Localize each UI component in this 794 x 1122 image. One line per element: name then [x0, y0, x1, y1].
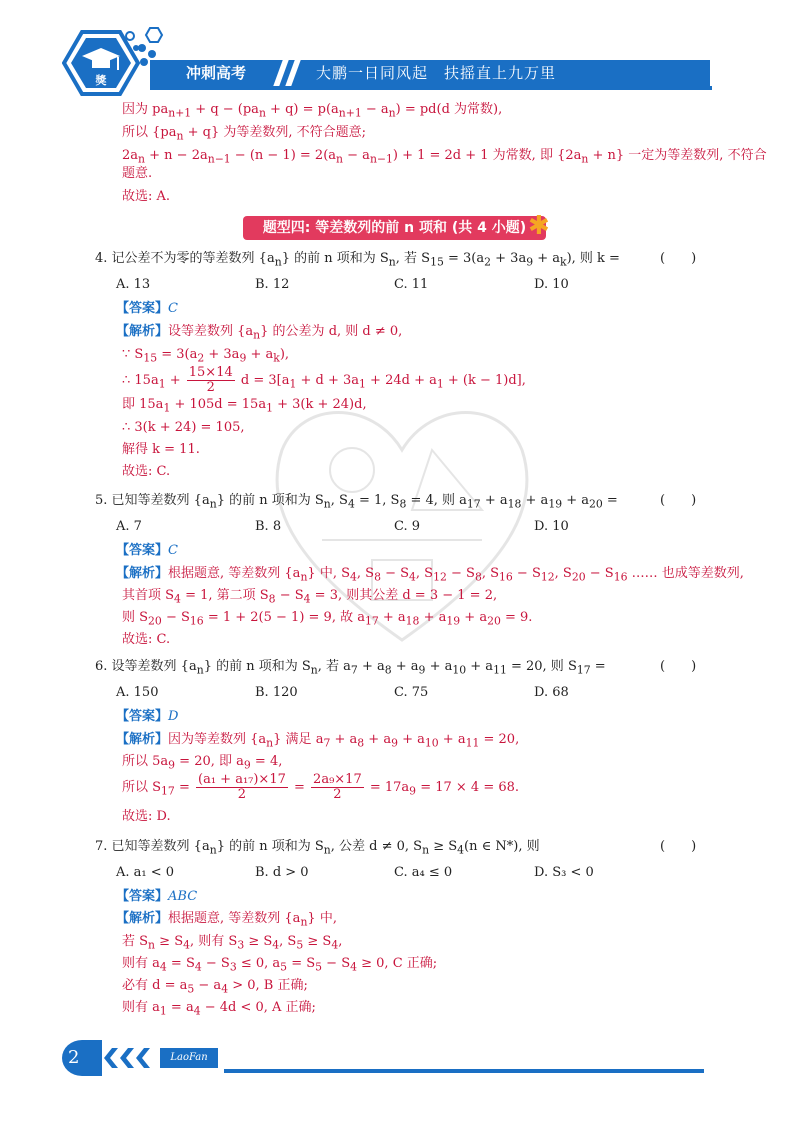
q5-option-c: C. 9 [394, 519, 421, 534]
q7-analysis-3: 则有 $a_4 = S_4 - S_3 \le 0$, $a_5 = S_5 - S_4 \ge 0$, C 正确; [122, 956, 438, 974]
q5-stem: 5. 已知等差数列 $\{a_n\}$ 的前 n 项和为 $S_n$, $S_4 = 1$, $S_8 = 4$, 则 $a_{17} + a_{18} + a_{19} + a_{20}$ = [95, 493, 618, 511]
q7-option-c: C. a₄ ≤ 0 [394, 865, 453, 880]
q5-answer-blank: ( ) [660, 493, 697, 508]
q7-analysis-5: 则有 $a_1 = a_4 - 4d < 0$, A 正确; [122, 1000, 316, 1018]
prev-line-5: 故选: A. [122, 189, 171, 204]
header-underline [150, 86, 712, 90]
q4-analysis-3: ∴ $15a_1$ + $\frac{15\times 14}{2}$ $d = 3[a_1 + d + 3a_1 + 24d + a_1 + (k - 1)d]$, [122, 365, 526, 395]
q6-answer-blank: ( ) [660, 659, 697, 674]
q7-analysis-2: 若 $S_n \ge S_4$, 则有 $S_3 \ge S_4$, $S_5 \ge S_4$, [122, 934, 343, 952]
q7-answer: 【答案】ABC [116, 889, 198, 904]
q5-analysis-4: 故选: C. [122, 632, 171, 647]
q4-analysis-7: 故选: C. [122, 464, 171, 479]
q5-option-b: B. 8 [255, 519, 282, 534]
q4-option-d: D. 10 [534, 277, 569, 292]
q4-analysis-5: ∴ 3(k + 24) = 105, [122, 420, 245, 435]
q4-option-b: B. 12 [255, 277, 290, 292]
q6-analysis-3: 所以 $S_{17}$ = $\frac{\text{(a₁ + a₁₇)×17}}{2}$ = $\frac{\text{2a₉×17}}{2}$ = $17a_9 = 17 \times 4 = 68$. [122, 772, 520, 802]
prev-line-2: 所以 $\{pa_n + q\}$ 为等差数列, 不符合题意; [122, 125, 366, 143]
q6-analysis-1: 【解析】因为等差数列 $\{a_n\}$ 满足 $a_7 + a_8 + a_9 + a_{10} + a_{11} = 20$, [116, 732, 520, 750]
q5-option-d: D. 10 [534, 519, 569, 534]
page-number: 2 [68, 1047, 80, 1068]
svg-text:獎: 獎 [95, 74, 107, 87]
q6-option-a: A. 150 [116, 685, 159, 700]
fraction: $\frac{\text{(a₁ + a₁₇)×17}}{2}$ [198, 772, 286, 802]
q6-analysis-2: 所以 $5a_9 = 20$, 即 $a_9 = 4$, [122, 754, 283, 772]
q6-option-b: B. 120 [255, 685, 298, 700]
q4-option-c: C. 11 [394, 277, 429, 292]
q7-stem: 7. 已知等差数列 $\{a_n\}$ 的前 n 项和为 $S_n$, 公差 d ≠ 0, $S_n \ge S_4(n$ ∈ N*), 则 [95, 839, 540, 857]
q4-analysis-4: 即 $15a_1 + 105d = 15a_1 + 3(k + 24)d$, [122, 397, 367, 415]
q6-option-c: C. 75 [394, 685, 429, 700]
q7-option-b: B. d > 0 [255, 865, 309, 880]
prev-line-1: 因为 $pa_{n+1} + q - (pa_n + q) = p(a_{n+1} - a_n) = pd(d$ 为常数), [122, 102, 503, 120]
q7-analysis-1: 【解析】根据题意, 等差数列 $\{a_n\}$ 中, [116, 911, 337, 929]
q5-analysis-3: 则 $S_{20} - S_{16} = 1 + 2(5 - 1) = 9$, 故 $a_{17} + a_{18} + a_{19} + a_{20} = 9$. [122, 610, 533, 628]
q6-stem: 6. 设等差数列 $\{a_n\}$ 的前 n 项和为 $S_n$, 若 $a_7 + a_8 + a_9 + a_{10} + a_{11} = 20$, 则 $S_{17}$ = [95, 659, 606, 677]
header-left-text: 冲刺高考 [186, 64, 247, 82]
q4-stem: 4. 记公差不为零的等差数列 $\{a_n\}$ 的前 n 项和为 $S_n$, 若 $S_{15} = 3(a_2 + 3a_9 + a_k)$, 则 k = [95, 251, 620, 269]
q5-option-a: A. 7 [116, 519, 142, 534]
chevron-left-icon [104, 1048, 118, 1068]
q4-analysis-1: 【解析】设等差数列 $\{a_n\}$ 的公差为 d, 则 d ≠ 0, [116, 324, 403, 342]
q5-analysis-1: 【解析】根据题意, 等差数列 $\{a_n\}$ 中, $S_4$, $S_8 - S_4$, $S_{12} - S_8$, $S_{16} - S_{12}$, $S_{20} - S_{16}$ …… 也成等差数列, [116, 566, 744, 584]
q4-option-a: A. 13 [116, 277, 151, 292]
q6-answer: 【答案】D [116, 709, 179, 724]
section-title: 题型四: 等差数列的前 n 项和 (共 4 小题) [243, 216, 546, 240]
q5-answer: 【答案】C [116, 543, 178, 558]
fraction: $\frac{15\times 14}{2}$ [188, 365, 233, 395]
prev-line-4: 题意. [122, 166, 153, 181]
footer-line [224, 1069, 704, 1073]
q4-answer-blank: ( ) [660, 251, 697, 266]
prev-line-3: $2a_n + n - 2a_{n-1} - (n - 1) = 2(a_n - a_{n-1}) + 1 = 2d + 1$ 为常数, 即 $\{2a_n + n\}$ 一定为等差数列, 不符合 [122, 148, 767, 166]
q7-option-d: D. S₃ < 0 [534, 865, 594, 880]
fraction: $\frac{\text{2a₉×17}}{2}$ [313, 772, 362, 802]
header-right-text: 大鹏一日同风起 扶摇直上九万里 [316, 64, 557, 82]
chevron-left-icon [120, 1048, 134, 1068]
q4-analysis-2: ∵ $S_{15} = 3(a_2 + 3a_9 + a_k)$, [122, 347, 290, 365]
q7-option-a: A. a₁ < 0 [116, 865, 175, 880]
q7-answer-blank: ( ) [660, 839, 697, 854]
q7-analysis-4: 必有 $d = a_5 - a_4 > 0$, B 正确; [122, 978, 308, 996]
q4-answer: 【答案】C [116, 301, 178, 316]
footer-script-label: LaoFan [160, 1048, 218, 1068]
q5-analysis-2: 其首项 $S_4 = 1$, 第二项 $S_8 - S_4 = 3$, 则其公差 d = 3 − 1 = 2, [122, 588, 498, 606]
graduation-cap-logo-icon [62, 28, 140, 98]
q6-option-d: D. 68 [534, 685, 569, 700]
chevron-left-icon [136, 1048, 150, 1068]
flower-icon: ✱ [528, 211, 550, 241]
q6-analysis-4: 故选: D. [122, 809, 171, 824]
q4-analysis-6: 解得 k = 11. [122, 442, 200, 457]
